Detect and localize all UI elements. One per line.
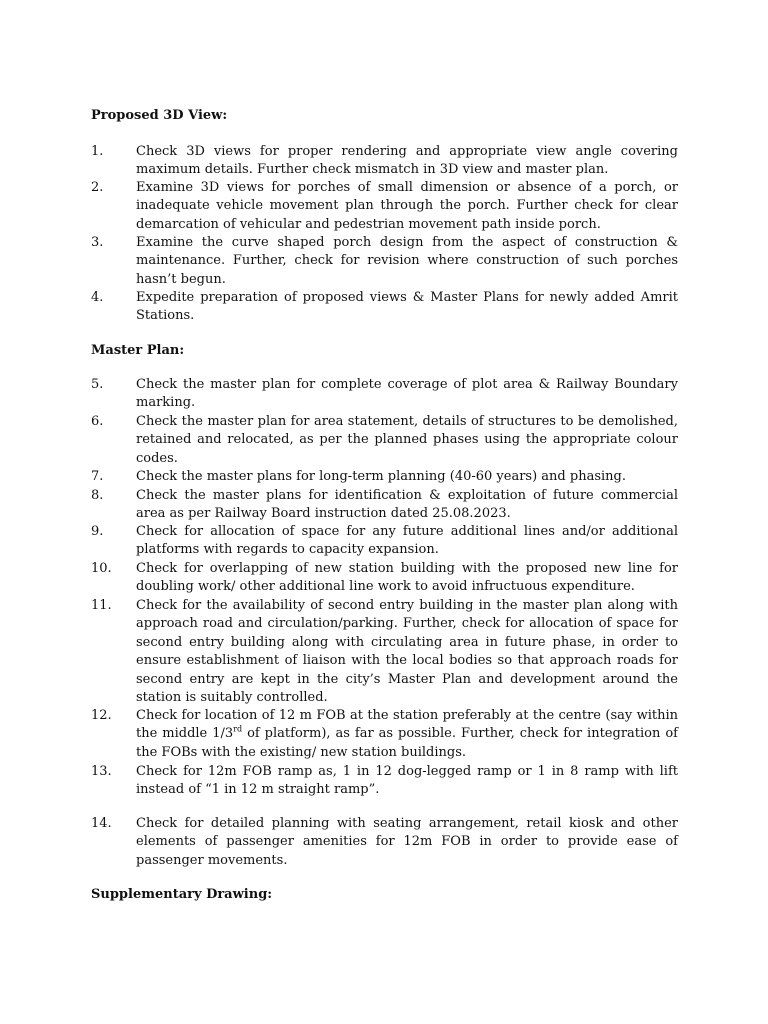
item-number: 1. [91,144,104,159]
item-number: 5. [91,377,104,392]
ordinal-superscript: rd [233,725,243,735]
item-number: 10. [91,561,112,576]
item-text-part-b: of platform), as far as possible. Further, check for integration of the FOBs with the existing/ new station buildings. [136,726,678,760]
item-text: Check for detailed planning with seating arrangement, retail kiosk and other elements of passenger amenities for 12m FOB in order to provide ease of passenger movements. [136,816,678,868]
item-number: 4. [91,290,104,305]
item-number: 9. [91,524,104,539]
item-number: 8. [91,488,104,503]
list-item-10 [91,560,678,597]
list-item-2 [91,179,678,234]
item-number: 11. [91,598,112,613]
list-item-3 [91,234,678,289]
list-item-8 [91,487,678,524]
item-text-part-a: Check for location of 12 m FOB at the station preferably at the centre (say within the middle 1/3 [136,708,678,742]
list-item-6 [91,413,678,468]
item-text: Expedite preparation of proposed views & Master Plans for newly added Amrit Stations. [136,290,678,324]
list-item-11 [91,597,678,707]
item-text: Examine 3D views for porches of small dimension or absence of a porch, or inadequate vehicle movement plan through the porch. Further check for clear demarcation of vehicular and pedestrian movement path inside porch. [136,180,678,232]
item-text: Check for the availability of second entry building in the master plan along with approach road and circulation/parking. Further, check for allocation of space for second entry building along with circulating area in future phase, in order to ensure establishment of liaison with the local bodies so that approach roads for second entry are kept in the city’s Master Plan and development around the station is suitably controlled. [136,598,678,706]
item-text: Check 3D views for proper rendering and appropriate view angle covering maximum details. Further check mismatch in 3D view and master plan. [136,144,678,178]
item-number: 6. [91,414,104,429]
list-item-1 [91,143,678,180]
item-number: 13. [91,764,112,779]
item-text: Check for 12m FOB ramp as, 1 in 12 dog-legged ramp or 1 in 8 ramp with lift instead of “1 in 12 m straight ramp”. [136,764,678,798]
section-heading-proposed-3d-view: Proposed 3D View: [91,108,228,123]
item-number: 14. [91,816,112,831]
item-text: Check for allocation of space for any future additional lines and/or additional platforms with regards to capacity expansion. [136,524,678,558]
list-item-14 [91,815,678,870]
list-item-12 [91,707,678,762]
item-text: Check the master plans for long-term planning (40-60 years) and phasing. [136,469,626,484]
item-text: Check the master plan for area statement, details of structures to be demolished, retained and relocated, as per the planned phases using the appropriate colour codes. [136,414,678,466]
list-item-5 [91,376,678,413]
list-item-9 [91,523,678,560]
item-number: 2. [91,180,104,195]
item-number: 3. [91,235,104,250]
item-text: Check the master plans for identification & exploitation of future commercial area as per Railway Board instruction dated 25.08.2023. [136,488,678,522]
item-text: Examine the curve shaped porch design from the aspect of construction & maintenance. Further, check for revision where construction of such porches hasn’t begun. [136,235,678,287]
list-item-4 [91,289,678,326]
list-item-13 [91,763,678,800]
section-heading-master-plan: Master Plan: [91,343,185,358]
list-item-7 [91,468,678,486]
item-text: Check for overlapping of new station building with the proposed new line for doubling work/ other additional line work to avoid infructuous expenditure. [136,561,678,595]
item-number: 7. [91,469,104,484]
section-heading-supplementary-drawing: Supplementary Drawing: [91,887,273,902]
item-number: 12. [91,708,112,723]
item-text: Check the master plan for complete coverage of plot area & Railway Boundary marking. [136,377,678,411]
item-text [136,707,678,762]
